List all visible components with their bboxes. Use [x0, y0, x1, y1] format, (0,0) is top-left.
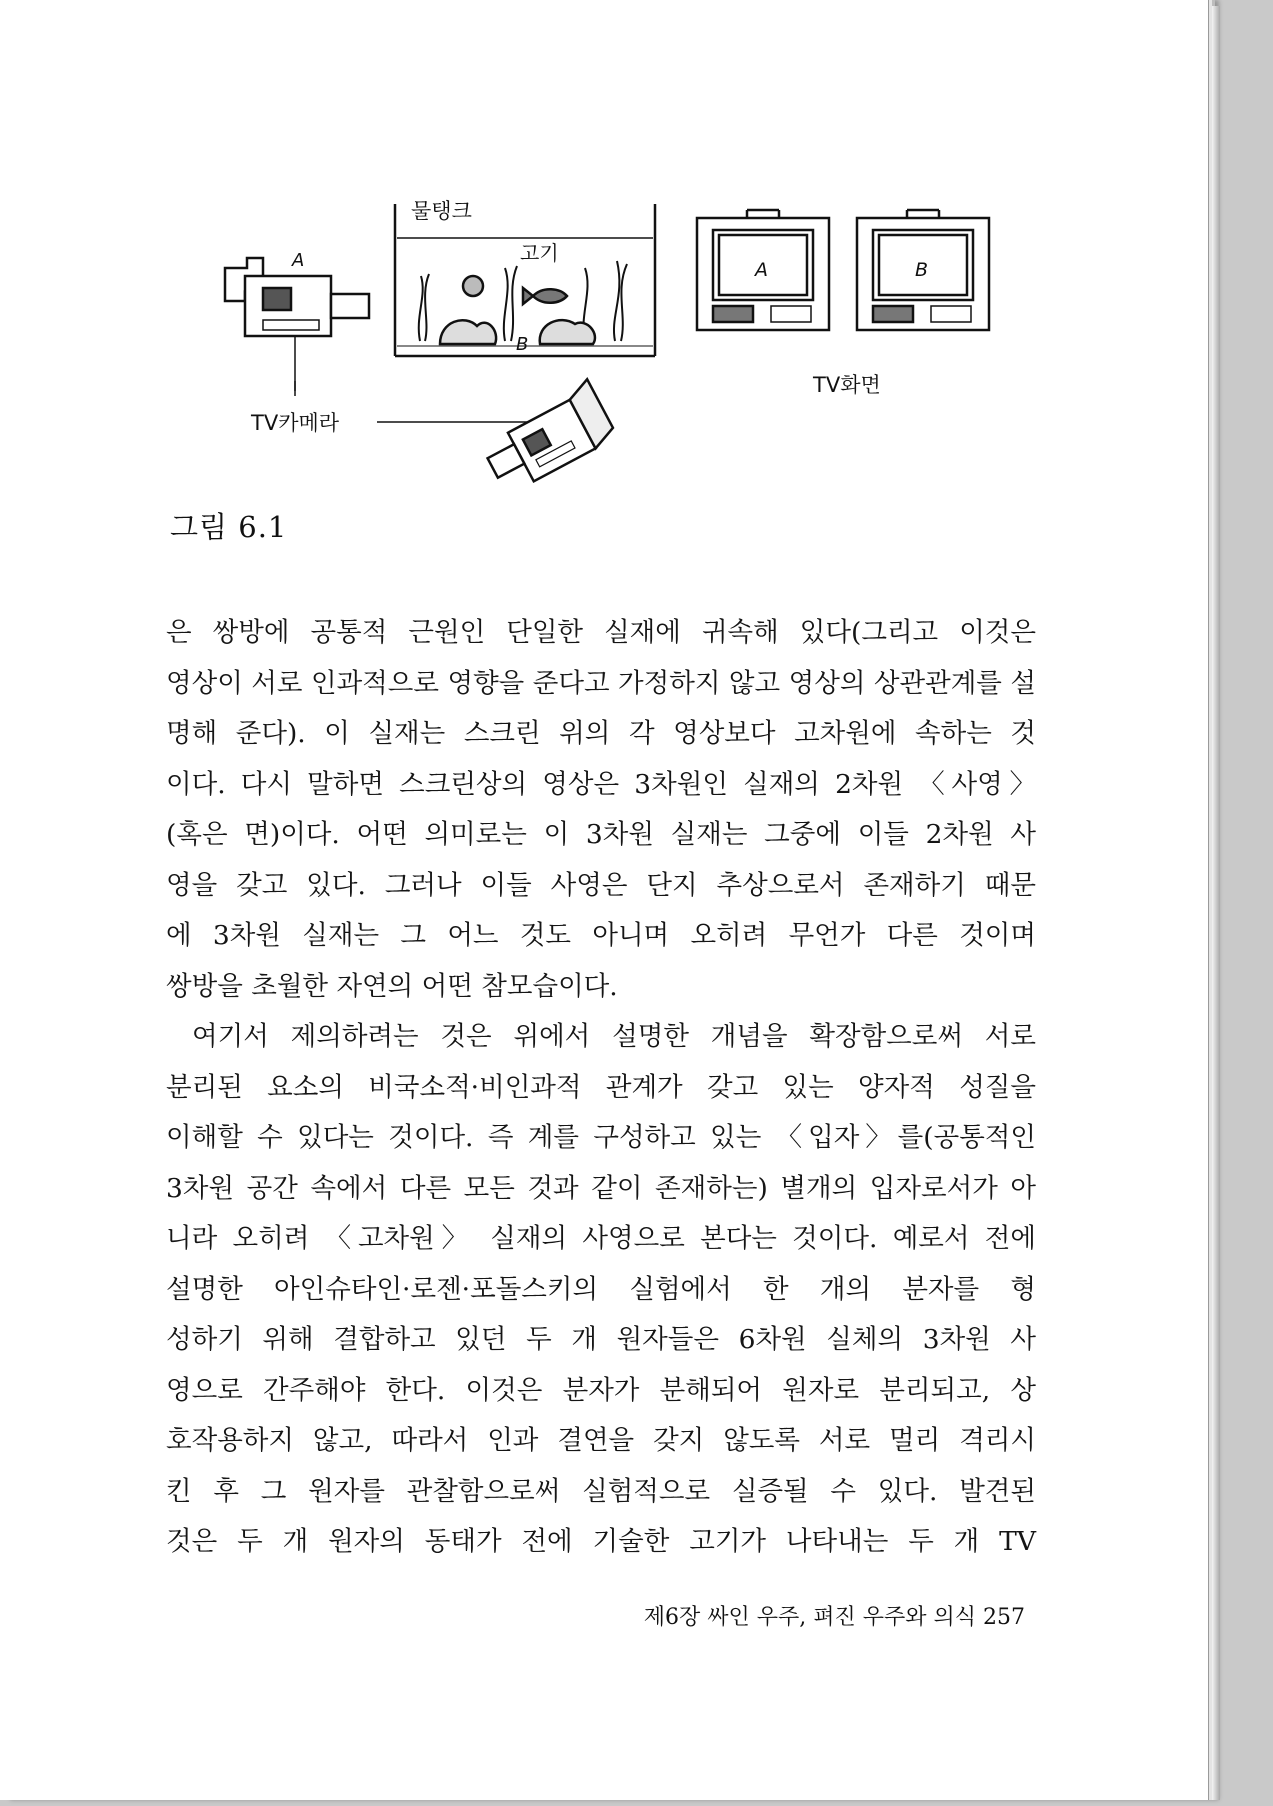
screen-b-label: B — [915, 259, 929, 281]
screen-a-label: A — [755, 259, 768, 281]
camera-a-label: A — [292, 250, 305, 271]
text-line: 영을 갖고 있다. 그러나 이들 사영은 단지 추상으로서 존재하기 때문 — [166, 869, 1036, 901]
text-line: 은 쌍방에 공통적 근원인 단일한 실재에 귀속해 있다(그리고 이것은 — [166, 617, 1036, 648]
text-line: (혹은 면)이다. 어떤 의미로는 이 3차원 실재는 그중에 이들 2차원 사 — [166, 819, 1036, 850]
text-line: 설명한 아인슈타인·로젠·포돌스키의 실험에서 한 개의 분자를 형 — [166, 1273, 1036, 1305]
text-line: 쌍방을 초월한 자연의 어떤 참모습이다. — [166, 970, 618, 1002]
fish-label: 고기 — [520, 241, 559, 265]
camera-b-label: B — [516, 334, 529, 355]
text-line: 이다. 다시 말하면 스크린상의 영상은 3차원인 실재의 2차원 〈사영〉 — [166, 768, 1036, 800]
camera-a-drawing — [225, 258, 369, 396]
text-line: 영으로 간주해야 한다. 이것은 분자가 분해되어 원자로 분리되고, 상 — [166, 1374, 1036, 1406]
tank-label: 물탱크 — [411, 199, 472, 223]
figure-illustration — [215, 196, 929, 496]
tv-camera-label: TV카메라 — [251, 411, 340, 435]
text-line: 3차원 공간 속에서 다른 모든 것과 같이 존재하는) 별개의 입자로서가 아 — [166, 1172, 1036, 1204]
text-line: 니라 오히려 〈고차원〉 실재의 사영으로 본다는 것이다. 예로서 전에 — [166, 1223, 1036, 1254]
text-line: 분리된 요소의 비국소적·비인과적 관계가 갖고 있는 양자적 성질을 — [166, 1071, 1036, 1103]
text-line: 여기서 제의하려는 것은 위에서 설명한 개념을 확장함으로써 서로 — [192, 1021, 1036, 1052]
text-line: 이해할 수 있다는 것이다. 즉 계를 구성하고 있는 〈입자〉를(공통적인 — [166, 1122, 1036, 1153]
text-line: 영상이 서로 인과적으로 영향을 준다고 가정하지 않고 영상의 상관관계를 설 — [166, 667, 1036, 699]
page-footer: 제6장 싸인 우주, 펴진 우주와 의식 257 — [643, 1605, 1025, 1630]
text-line: 호작용하지 않고, 따라서 인과 결연을 갖지 않도록 서로 멀리 격리시 — [166, 1425, 1036, 1456]
figure-tv-camera-fish-tank — [215, 196, 929, 496]
text-line: 것은 두 개 원자의 동태가 전에 기술한 고기가 나타내는 두 개 TV — [166, 1526, 1036, 1557]
text-line: 에 3차원 실재는 그 어느 것도 아니며 오히려 무언가 다른 것이며 — [166, 920, 1036, 951]
body-text — [166, 608, 1036, 1568]
text-line: 킨 후 그 원자를 관찰함으로써 실험적으로 실증될 수 있다. 발견된 — [166, 1475, 1036, 1507]
figure-caption: 그림 6.1 — [170, 510, 288, 544]
camera-b-drawing — [477, 379, 618, 495]
tv-screen-label: TV화면 — [813, 373, 881, 397]
text-line: 명해 준다). 이 실재는 스크린 위의 각 영상보다 고차원에 속하는 것 — [166, 718, 1036, 749]
text-line: 성하기 위해 결합하고 있던 두 개 원자들은 6차원 실체의 3차원 사 — [166, 1324, 1036, 1355]
page-edge-shadow — [1212, 6, 1220, 1800]
